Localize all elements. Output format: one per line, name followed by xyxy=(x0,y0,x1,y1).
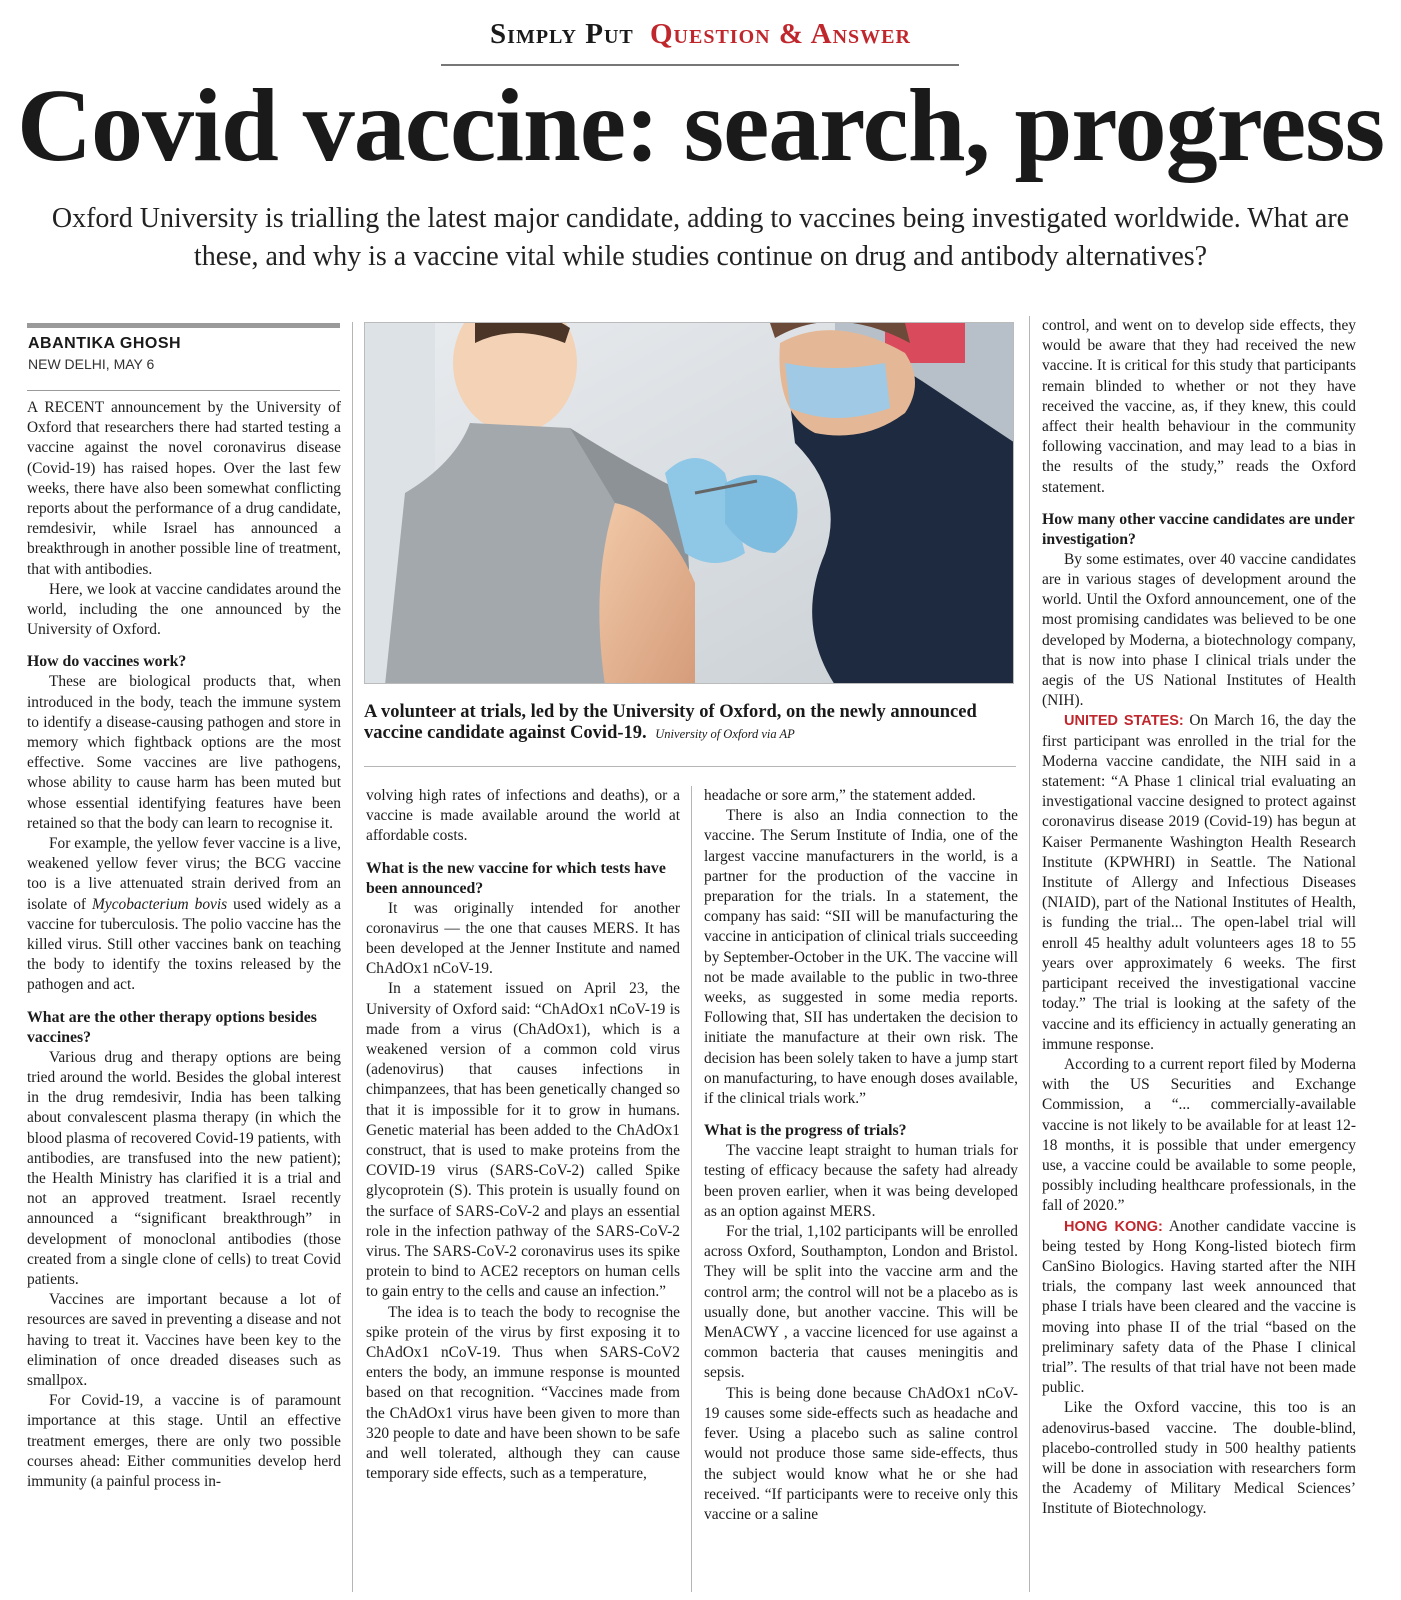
standfirst: Oxford University is trialling the latest major candidate, adding to vaccines being investigated worldwide. What are these, and why is a vaccine vital while studies continue on drug and antibody alternatives? xyxy=(51,203,1350,272)
column-divider xyxy=(691,786,692,1592)
headline: Covid vaccine: search, progress xyxy=(16,68,1385,183)
byline-divider xyxy=(27,323,340,328)
paragraph: This is being done because ChAdOx1 nCoV-19 causes some side-effects such as headache and fever. Using a placebo such as saline control would not produce those same side-effects, thus the subject would know what he or she had received. “If participants were to receive only this vaccine or a saline xyxy=(704,1384,1018,1523)
text-run: On March 16, the day the first participant was enrolled in the trial for the Moderna vaccine candidate, the NIH said in a statement: “A Phase 1 clinical trial evaluating an investigational vaccine designed to protect against coronavirus disease 2019 (Covid-19) has begun at Kaiser Permanente Washington Health Research Institute (KPWHRI) in Seattle. The National Institute of Allergy and Infectious Diseases (NIAID), part of the National Institutes of Health, is funding the trial... The open-label trial will enroll 45 healthy adult volunteers ages 18 to 55 years over approximately 6 weeks. The first participant received the investigational vaccine today.” The trial is looking at the safety of the vaccine and its efficiency in actually generating an immune response. xyxy=(1042,712,1356,1053)
dateline: NEW DELHI, MAY 6 xyxy=(28,356,155,372)
photo-bottom-divider xyxy=(364,766,1016,767)
paragraph: control, and went on to develop side effects, they would be aware that they had received the new vaccine. It is critical for this study that participants remain blinded to whether or not they have received the vaccine, as, if they knew, this could affect their health behaviour in the community following vaccination, and may lead to a bias in the results of the study,” reads the Oxford statement. xyxy=(1042,317,1356,496)
article-column-1 xyxy=(27,398,341,1492)
paragraph: It was originally intended for another coronavirus — the one that causes MERS. It has been developed at the Jenner Institute and named ChAdOx1 nCoV-19. xyxy=(366,899,680,978)
question-heading: What are the other therapy options besides vaccines? xyxy=(27,1008,317,1046)
paragraph: Here, we look at vaccine candidates around the world, including the one announced by the University of Oxford. xyxy=(27,580,341,639)
region-label-us: UNITED STATES: xyxy=(1064,713,1184,730)
question-heading: How many other vaccine candidates are under investigation? xyxy=(1042,510,1355,548)
paragraph: By some estimates, over 40 vaccine candidates are in various stages of development around the world. Until the Oxford announcement, one of the most promising candidates was believed to be one developed by Moderna, a biotechnology company, that is now into phase I clinical trials under the aegis of the US National Institutes of Health (NIH). xyxy=(1042,550,1356,710)
paragraph xyxy=(1042,1217,1356,1399)
paragraph: Various drug and therapy options are being tried around the world. Besides the global interest in the drug remdesivir, India has been talking about convalescent plasma therapy (in which the blood plasma of recovered Covid-19 patients, with antibodies, are transfused into the new patient); the Health Ministry has clarified it is a trial and not an approved treatment. Israel recently announced a “significant breakthrough” in development of monoclonal antibodies (those created from a single clone of cells) to treat Covid patients. xyxy=(27,1048,341,1288)
kicker-divider xyxy=(441,64,959,66)
article-column-3 xyxy=(704,786,1018,1525)
paragraph: A RECENT announcement by the University of Oxford that researchers there had started testing a vaccine against the novel coronavirus disease (Covid-19) has raised hopes. Over the last few weeks, there have also been somewhat conflicting reports about the performance of a drug candidate, remdesivir, while Israel has announced a breakthrough in another possible line of treatment, that with antibodies. xyxy=(27,399,341,578)
paragraph: The idea is to teach the body to recognise the spike protein of the virus by first exposing it to ChAdOx1 nCoV-19. Thus when SARS-CoV2 enters the body, an immune response is mounted based on that recognition. “Vaccines made from the ChAdOx1 virus have been given to more than 320 people to date and have been shown to be safe and well tolerated, although they can cause temporary side effects, such as a temperature, xyxy=(366,1303,680,1483)
photo-illustration xyxy=(365,323,1014,684)
byline-bottom-divider xyxy=(27,390,340,391)
region-label-hong-kong: HONG KONG: xyxy=(1064,1218,1163,1235)
paragraph: For Covid-19, a vaccine is of paramount importance at this stage. Until an effective treatment emerges, there are only two possible courses ahead: Either communities develop herd immunity (a painful process in- xyxy=(27,1392,341,1490)
paragraph: volving high rates of infections and deaths), or a vaccine is made available around the world at affordable costs. xyxy=(366,787,680,845)
paragraph: headache or sore arm,” the statement added. xyxy=(704,787,976,804)
italic-term: Mycobacterium bovis xyxy=(92,895,228,913)
paragraph: For the trial, 1,102 participants will be enrolled across Oxford, Southampton, London and Bristol. They will be split into the vaccine arm and the control arm; the control will not be a placebo as is usually done, but another vaccine. This will be MenACWY , a vaccine licenced for use against a common bacteria that causes meningitis and sepsis. xyxy=(704,1223,1018,1382)
paragraph: In a statement issued on April 23, the University of Oxford said: “ChAdOx1 nCoV-19 is made from a virus (ChAdOx1), which is a weakened version of a common cold virus (adenovirus) that causes infections in chimpanzees, that has been genetically changed so that it is impossible for it to grow in humans. Genetic material has been added to the ChAdOx1 construct, that is used to make proteins from the COVID-19 virus (SARS-CoV-2) called Spike glycoprotein (S). This protein is usually found on the surface of SARS-CoV-2 and plays an essential role in the infection pathway of the SARS-CoV-2 virus. The SARS-CoV-2 coronavirus uses its spike protein to bind to ACE2 receptors on human cells to gain entry to the cells and cause an infection.” xyxy=(366,980,680,1301)
kicker-question-answer: Question & Answer xyxy=(650,18,911,50)
paragraph: These are biological products that, when introduced in the body, teach the immune system to identify a disease-causing pathogen and store in memory which fightback options are the most effective. Some vaccines are live pathogens, whose ability to cause harm has been muted but whose essential identifying features have been retained so that the body can learn to recognise it. xyxy=(27,673,341,832)
text-run: For example, the yellow fever vaccine is a live, weakened yellow fever virus; the BCG vaccine too is a live attenuated strain derived from an isolate of xyxy=(27,835,341,913)
paragraph: According to a current report filed by Moderna with the US Securities and Exchange Commission, a “... commercially-available vaccine is not likely to be available for at least 12-18 months, it is possible that under emergency use, a vaccine could be available to some people, possibly including healthcare professionals, in the fall of 2020.” xyxy=(1042,1055,1356,1215)
paragraph xyxy=(27,834,341,996)
question-heading: What is the new vaccine for which tests have been announced? xyxy=(366,859,666,897)
paragraph xyxy=(1042,711,1356,1054)
column-divider xyxy=(352,322,353,1592)
paragraph: Vaccines are important because a lot of resources are saved in preventing a disease and not having to treat it. Vaccines have been key to the elimination of once dreaded diseases such as smallpox. xyxy=(27,1291,341,1389)
column-divider xyxy=(1029,316,1030,1592)
question-heading: What is the progress of trials? xyxy=(704,1122,907,1140)
photo-credit: University of Oxford via AP xyxy=(655,727,795,741)
article-column-2 xyxy=(366,786,680,1485)
question-heading: How do vaccines work? xyxy=(27,653,187,671)
paragraph: There is also an India connection to the vaccine. The Serum Institute of India, one of the largest vaccine manufacturers in the world, is a partner for the production of the vaccine in preparation for the trials. In a statement, the company has said: “SII will be manufacturing the vaccine in anticipation of clinical trials succeeding by September-October in the UK. The vaccine will not be made available to the public in two-three weeks, as suggested in some media reports. Following that, SII has undertaken the decision to initiate the manufacture at their own risk. The decision has been solely taken to have a jump start on manufacturing, to have enough doses available, if the clinical trials work.” xyxy=(704,807,1018,1108)
byline-author: ABANTIKA GHOSH xyxy=(28,335,182,352)
photo-caption xyxy=(364,702,1014,745)
paragraph: Like the Oxford vaccine, this too is an adenovirus-based vaccine. The double-blind, placebo-controlled study in 500 healthy patients will be done in association with researchers form the Academy of Military Medical Sciences’ Institute of Biotechnology. xyxy=(1042,1399,1356,1518)
paragraph: The vaccine leapt straight to human trials for testing of efficacy because the safety had already been proven earlier, when it was being developed as an option against MERS. xyxy=(704,1142,1018,1220)
vaccine-trial-photo xyxy=(364,322,1014,684)
section-kicker xyxy=(0,18,1401,51)
text-run: Another candidate vaccine is being tested by Hong Kong-listed biotech firm CanSino Biologics. Having started after the NIH trials, the company last week announced that phase I trials have been cleared and the vaccine is moving into phase II of the trial “based on the preliminary safety data of the Phase I clinical trial”. The results of that trial have not been made public. xyxy=(1042,1217,1357,1397)
article-column-4 xyxy=(1042,316,1356,1520)
text-run: used widely as a vaccine for tuberculosis. The polio vaccine has the killed virus. Still other vaccines bank on teaching the body to identify the toxins released by the pathogen and act. xyxy=(27,895,341,994)
kicker-simply-put: Simply Put xyxy=(490,18,634,50)
caption-text: A volunteer at trials, led by the University of Oxford, on the newly announced vaccine candidate against Covid-19. xyxy=(364,702,977,743)
